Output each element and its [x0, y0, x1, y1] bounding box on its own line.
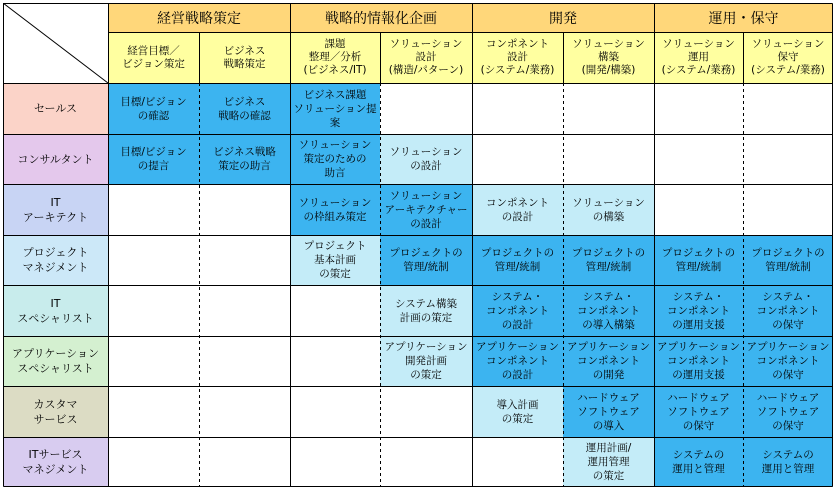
matrix-cell [199, 336, 290, 386]
matrix-cell: ハードウェア ソフトウェア の保守 [743, 386, 833, 437]
matrix-cell: コンポネント の設計 [472, 184, 563, 235]
row-label: IT スペシャリスト [3, 285, 108, 336]
matrix-cell: 運用計画/ 運用管理 の策定 [563, 437, 654, 487]
matrix-cell: アプリケーション コンポネント の設計 [472, 336, 563, 386]
matrix-cell [108, 437, 199, 487]
matrix-cell [563, 134, 654, 184]
phase-header: ビジネス 戦略策定 [199, 32, 290, 83]
matrix-cell [199, 184, 290, 235]
matrix-cell [743, 134, 833, 184]
matrix-cell [290, 285, 380, 336]
phase-header: 課題 整理／分析 (ビジネス/IT) [290, 32, 380, 83]
matrix-cell [108, 285, 199, 336]
matrix-cell [199, 285, 290, 336]
matrix-cell [380, 437, 472, 487]
matrix-cell: システムの 運用と管理 [743, 437, 833, 487]
matrix-cell [290, 437, 380, 487]
matrix-cell [108, 184, 199, 235]
matrix-cell: ハードウェア ソフトウェア の導入 [563, 386, 654, 437]
matrix-cell [199, 235, 290, 285]
row-label: プロジェクト マネジメント [3, 235, 108, 285]
phase-header: ソリューション 保守 (システム/業務) [743, 32, 833, 83]
matrix-cell: プロジェクトの 管理/統制 [654, 235, 743, 285]
phase-header: ソリューション 運用 (システム/業務) [654, 32, 743, 83]
phase-header: ソリューション 設計 (構造/パターン) [380, 32, 472, 83]
matrix-cell: アプリケーション コンポネント の保守 [743, 336, 833, 386]
matrix-cell [472, 437, 563, 487]
row-label: アプリケーション スペシャリスト [3, 336, 108, 386]
group-header: 開発 [472, 3, 654, 32]
matrix-cell [108, 386, 199, 437]
matrix-cell: ソリューション の設計 [380, 134, 472, 184]
matrix-cell [108, 336, 199, 386]
matrix-cell: プロジェクト 基本計画 の策定 [290, 235, 380, 285]
matrix-cell [472, 83, 563, 134]
matrix-cell: 目標/ビジョン の提言 [108, 134, 199, 184]
row-label: セールス [3, 83, 108, 134]
row-label: カスタマ サービス [3, 386, 108, 437]
group-header: 戦略的情報化企画 [290, 3, 472, 32]
phase-header: コンポネント 設計 (システム/業務) [472, 32, 563, 83]
matrix-cell [743, 184, 833, 235]
matrix-cell [654, 83, 743, 134]
matrix-cell: ハードウェア ソフトウェア の保守 [654, 386, 743, 437]
group-header: 経営戦略策定 [108, 3, 290, 32]
matrix-cell: プロジェクトの 管理/統制 [380, 235, 472, 285]
matrix-cell: 目標/ビジョン の確認 [108, 83, 199, 134]
matrix-cell [290, 336, 380, 386]
matrix-cell [654, 134, 743, 184]
matrix-cell: アプリケーション コンポネント の運用支援 [654, 336, 743, 386]
matrix-cell: ビジネス課題 ソリューション提案 [290, 83, 380, 134]
matrix-cell [199, 386, 290, 437]
matrix-cell [654, 184, 743, 235]
group-header: 運用・保守 [654, 3, 833, 32]
matrix-cell: 導入計画 の策定 [472, 386, 563, 437]
matrix-cell [290, 386, 380, 437]
matrix-cell: システム・ コンポネント の設計 [472, 285, 563, 336]
row-label: コンサルタント [3, 134, 108, 184]
phase-header: ソリューション 構築 (開発/構築) [563, 32, 654, 83]
matrix-cell: ビジネス戦略 策定の助言 [199, 134, 290, 184]
matrix-cell: システム・ コンポネント の導入構築 [563, 285, 654, 336]
matrix-cell: アプリケーション 開発計画 の策定 [380, 336, 472, 386]
phase-header: 経営目標／ ビジョン策定 [108, 32, 199, 83]
matrix-cell: プロジェクトの 管理/統制 [472, 235, 563, 285]
row-label: ITサービス マネジメント [3, 437, 108, 487]
matrix-cell [563, 83, 654, 134]
matrix-cell [380, 386, 472, 437]
matrix-cell [743, 83, 833, 134]
matrix-cell: ソリューション アーキテクチャー の設計 [380, 184, 472, 235]
skill-matrix-table [3, 3, 833, 487]
matrix-cell [108, 235, 199, 285]
matrix-cell: ソリューション 策定のための 助言 [290, 134, 380, 184]
matrix-cell: アプリケーション コンポネント の開発 [563, 336, 654, 386]
matrix-cell: プロジェクトの 管理/統制 [743, 235, 833, 285]
corner-cell [3, 3, 108, 83]
matrix-cell: ビジネス 戦略の確認 [199, 83, 290, 134]
matrix-cell: システム・ コンポネント の保守 [743, 285, 833, 336]
matrix-cell: システム・ コンポネント の運用支援 [654, 285, 743, 336]
matrix-cell: ソリューション の構築 [563, 184, 654, 235]
matrix-cell [380, 83, 472, 134]
matrix-cell: ソリューション の枠組み策定 [290, 184, 380, 235]
matrix-cell: システムの 運用と管理 [654, 437, 743, 487]
matrix-cell: システム構築 計画の策定 [380, 285, 472, 336]
matrix-cell [472, 134, 563, 184]
matrix-cell: プロジェクトの 管理/統制 [563, 235, 654, 285]
matrix-cell [199, 437, 290, 487]
row-label: IT アーキテクト [3, 184, 108, 235]
